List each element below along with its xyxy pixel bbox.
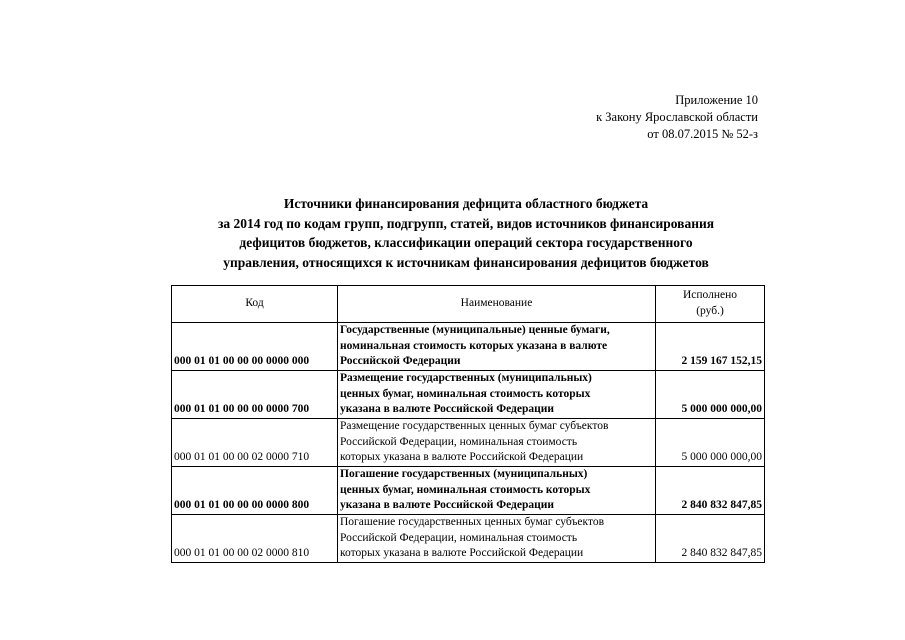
row-code: 000 01 01 00 00 00 0000 800 <box>172 467 338 515</box>
title-line-3: дефицитов бюджетов, классификации операций сектора государственного <box>239 235 693 250</box>
row-name-line: Погашение государственных (муниципальных) <box>340 468 588 481</box>
header-amount-line-1: Исполнено <box>682 289 738 302</box>
title-line-2: за 2014 год по кодам групп, подгрупп, статей, видов источников финансирования <box>217 215 715 231</box>
annex-block <box>596 92 758 143</box>
row-name-line: ценных бумаг, номинальная стоимость которых <box>340 483 591 496</box>
row-name-line: ценных бумаг, номинальная стоимость которых <box>340 387 591 400</box>
document-title <box>170 194 762 272</box>
table-row <box>172 323 765 371</box>
row-code: 000 01 01 00 00 02 0000 810 <box>172 515 338 563</box>
row-name-line: Государственные (муниципальные) ценные бумаги, <box>340 324 610 337</box>
row-name-line: Погашение государственных ценных бумаг субъектов <box>340 516 605 529</box>
row-name-line: Российской Федерации, номинальная стоимость <box>340 531 578 544</box>
header-name: Наименование <box>338 286 656 323</box>
row-code: 000 01 01 00 00 00 0000 000 <box>172 323 338 371</box>
header-code: Код <box>172 286 338 323</box>
row-amount: 2 840 832 847,85 <box>656 515 765 563</box>
row-name <box>338 323 656 371</box>
row-name <box>338 371 656 419</box>
table-row <box>172 419 765 467</box>
row-code: 000 01 01 00 00 00 0000 700 <box>172 371 338 419</box>
table-row <box>172 515 765 563</box>
title-line-1: Источники финансирования дефицита областного бюджета <box>283 196 649 211</box>
annex-line-3: от 08.07.2015 № 52-з <box>647 127 758 141</box>
row-name-line: указана в валюте Российской Федерации <box>340 403 554 416</box>
row-amount: 2 840 832 847,85 <box>656 467 765 515</box>
row-name-line: Размещение государственных (муниципальных) <box>340 372 592 385</box>
row-name-line: Размещение государственных ценных бумаг субъектов <box>340 420 609 433</box>
row-code: 000 01 01 00 00 02 0000 710 <box>172 419 338 467</box>
table-row <box>172 371 765 419</box>
table-row <box>172 467 765 515</box>
row-amount: 5 000 000 000,00 <box>656 419 765 467</box>
row-name-line: указана в валюте Российской Федерации <box>340 499 554 512</box>
header-amount <box>656 286 765 323</box>
annex-line-1: Приложение 10 <box>675 93 758 107</box>
row-amount: 5 000 000 000,00 <box>656 371 765 419</box>
title-line-4: управления, относящихся к источникам финансирования дефицитов бюджетов <box>223 254 709 270</box>
row-amount: 2 159 167 152,15 <box>656 323 765 371</box>
row-name <box>338 467 656 515</box>
annex-line-2: к Закону Ярославской области <box>596 110 758 124</box>
row-name-line: которых указана в валюте Российской Федерации <box>340 547 584 560</box>
row-name-line: номинальная стоимость которых указана в валюте <box>340 339 608 352</box>
row-name-line: Российской Федерации <box>340 355 461 368</box>
row-name-line: которых указана в валюте Российской Федерации <box>340 451 584 464</box>
row-name <box>338 419 656 467</box>
financing-table <box>171 285 765 563</box>
row-name <box>338 515 656 563</box>
header-amount-line-2: (руб.) <box>696 305 724 317</box>
table-header-row <box>172 286 765 323</box>
row-name-line: Российской Федерации, номинальная стоимость <box>340 435 578 448</box>
